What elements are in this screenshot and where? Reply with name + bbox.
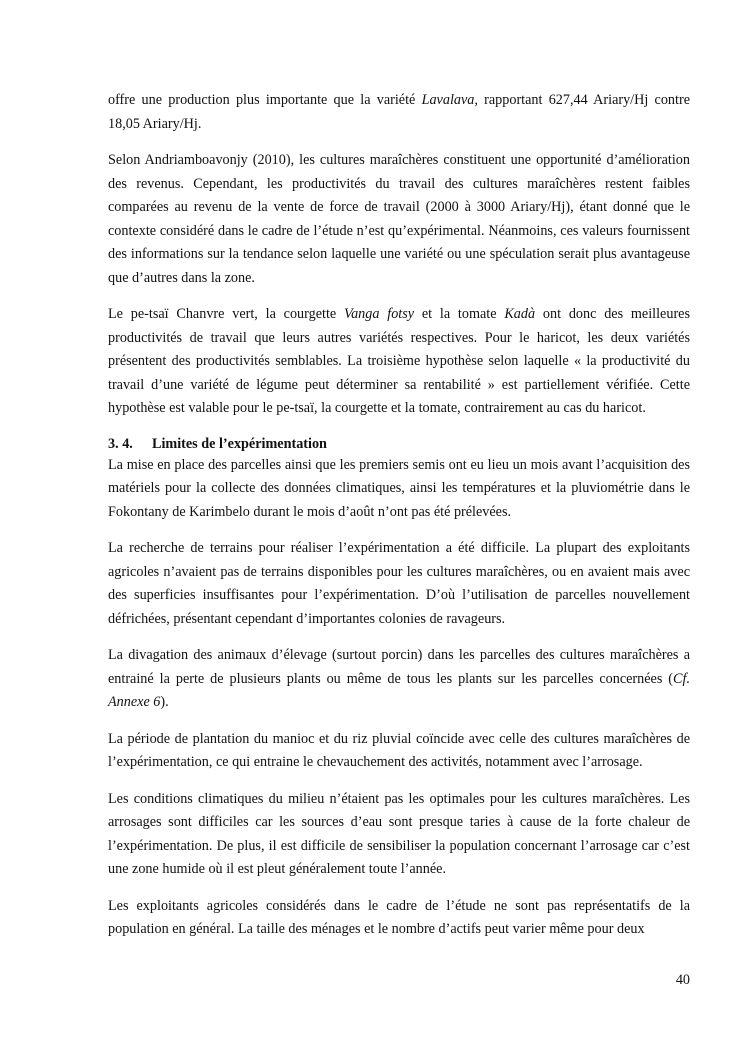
paragraph-productivity-conclusion: Le pe-tsaï Chanvre vert, la courgette Vanga fotsy et la tomate Kadà ont donc des meilleures productivités de travail que leurs autres variétés respectives. Pour le haricot, les deux variétés présentent des productivités semblables. La troisième hypothèse selon laquelle « la productivité du travail d’une variété de légume peut déterminer sa rentabilité » est partiellement vérifiée. Cette hypothèse est valable pour le pe-tsaï, la courgette et la tomate, contrairement au cas du haricot.	[108, 306, 690, 416]
paragraph-parcels-setup: La mise en place des parcelles ainsi que les premiers semis ont eu lieu un mois avant l’acquisition des matériels pour la collecte des données climatiques, ainsi les températures et la pluviométrie dans le Fokontany de Karimbelo durant le mois d’août n’ont pas été prélevées.	[108, 456, 690, 520]
paragraph-planting-period: La période de plantation du manioc et du riz pluvial coïncide avec celle des cultures maraîchères de l’expérimentation, ce qui entraine le chevauchement des activités, notamment avec l’arrosage.	[108, 730, 690, 770]
paragraph-production: offre une production plus importante que la variété Lavalava, rapportant 627,44 Ariary/Hj contre 18,05 Ariary/Hj.	[108, 92, 690, 132]
paragraph-land-search: La recherche de terrains pour réaliser l’expérimentation a été difficile. La plupart des exploitants agricoles n’avaient pas de terrains disponibles pour les cultures maraîchères, ou en avaient mais avec des superficies insuffisantes pour l’expérimentation. D’où l’utilisation de parcelles nouvellement défrichées, présentant cependant d’importantes colonies de ravageurs.	[108, 540, 690, 627]
section-heading	[108, 434, 690, 454]
page-number: 40	[675, 972, 690, 988]
paragraph-livestock: La divagation des animaux d’élevage (surtout porcin) dans les parcelles des cultures maraîchères a entrainé la perte de plusieurs plants ou même de tous les plants sur les parcelles concernées (Cf. Annexe 6).	[108, 647, 690, 710]
section-title: Limites de l’expérimentation	[152, 435, 327, 452]
paragraph-climate: Les conditions climatiques du milieu n’étaient pas les optimales pour les cultures maraîchères. Les arrosages sont difficiles car les sources d’eau sont presque taries à cause de la forte chaleur de l’expérimentation. De plus, il est difficile de sensibiliser la population concernant l’arrosage car c’est une zone humide où il est pleut généralement toute l’année.	[108, 790, 690, 877]
paragraph-andriamboavonjy: Selon Andriamboavonjy (2010), les cultures maraîchères constituent une opportunité d’amélioration des revenus. Cependant, les productivités du travail des cultures maraîchères restent faibles comparées au revenu de la vente de force de travail (2000 à 3000 Ariary/Hj), étant donné que le contexte considéré dans le cadre de l’étude n’est qu’expérimental. Néanmoins, ces valeurs fournissent des informations sur la tendance selon laquelle une variété ou une spéculation serait plus avantageuse que d’autres dans la zone.	[108, 152, 690, 286]
section-number: 3. 4.	[108, 435, 133, 452]
paragraph-representativeness: Les exploitants agricoles considérés dans le cadre de l’étude ne sont pas représentatifs de la population en général. La taille des ménages et le nombre d’actifs peut varier même pour deux	[108, 897, 690, 937]
document-page	[108, 89, 690, 955]
